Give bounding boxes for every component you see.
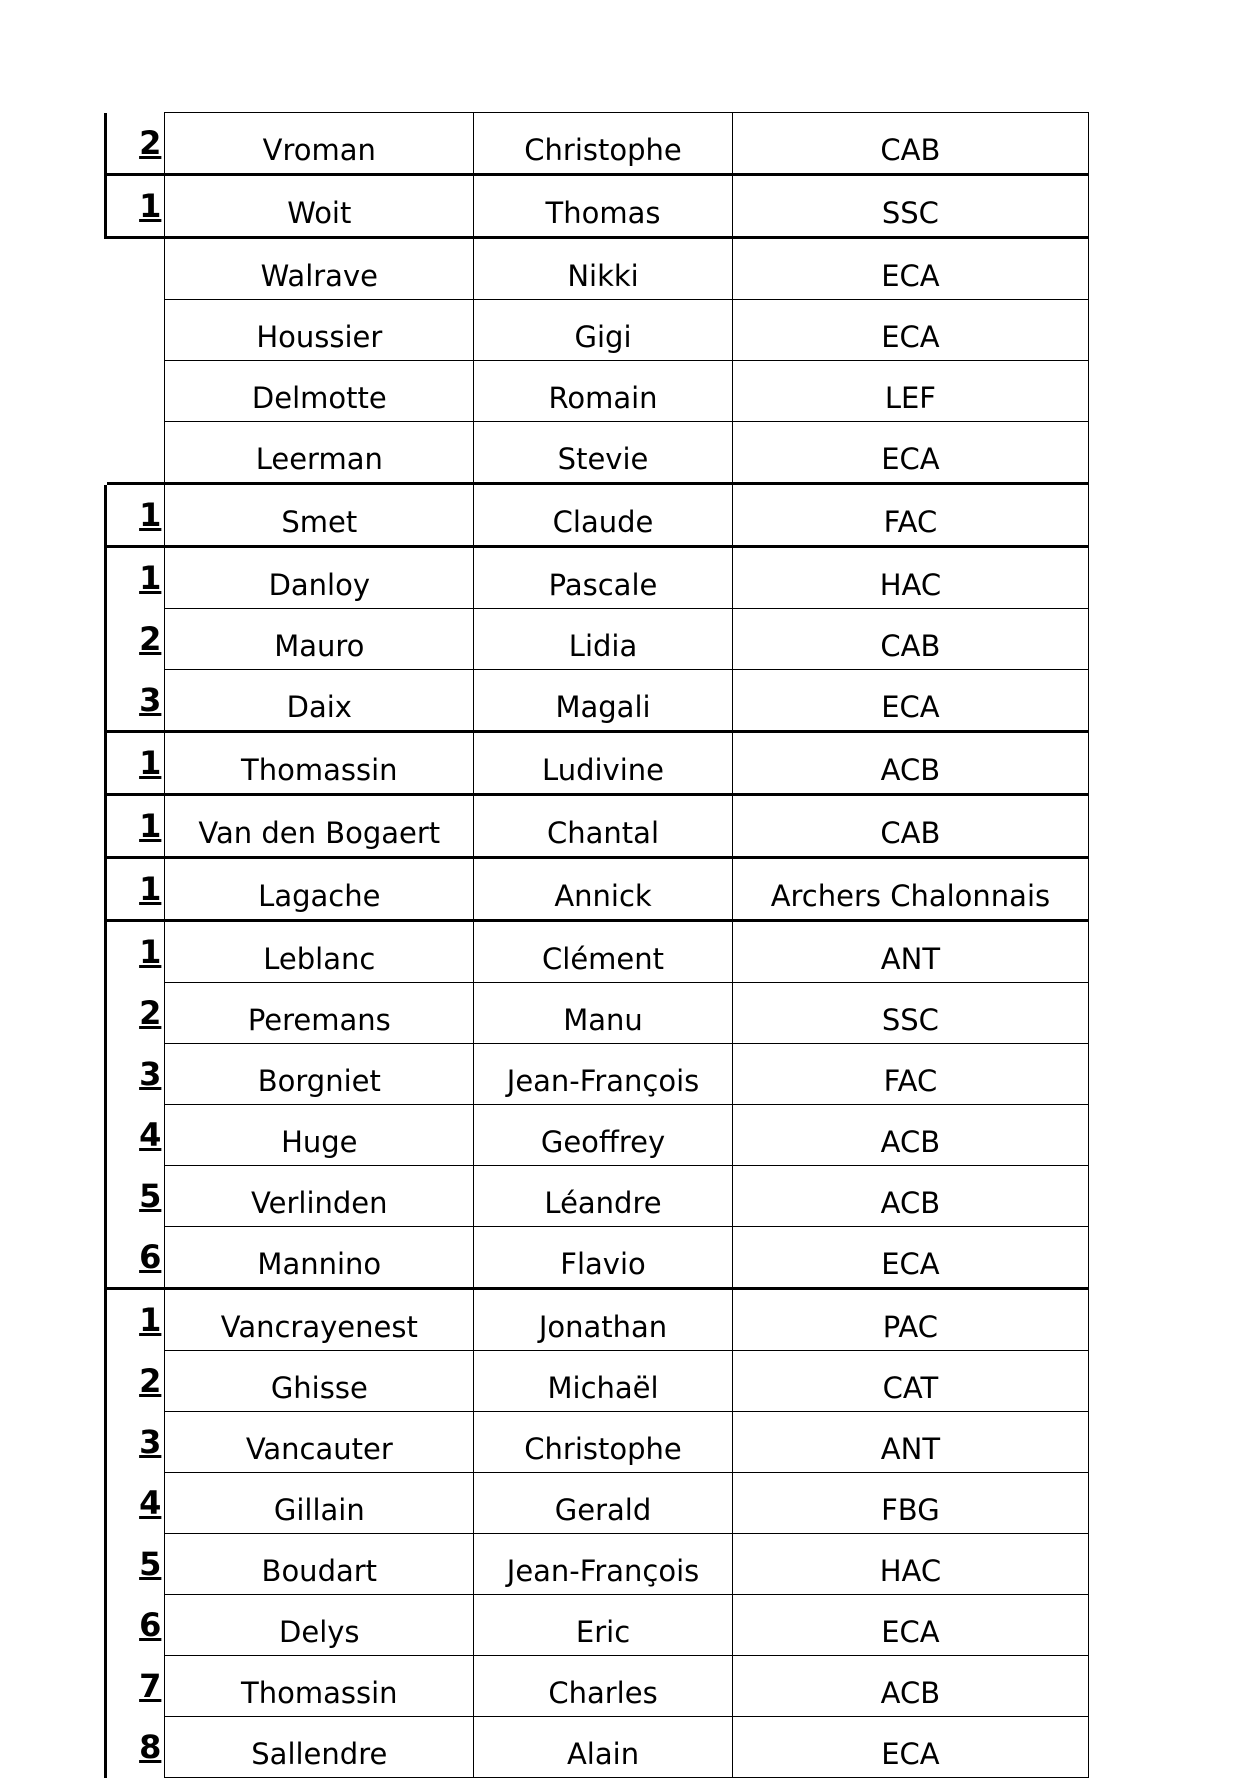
rank-cell: 2 bbox=[106, 609, 165, 670]
first-name-cell: Geoffrey bbox=[474, 1105, 733, 1166]
club-cell: FAC bbox=[732, 1044, 1088, 1105]
last-name-cell: Van den Bogaert bbox=[165, 795, 474, 858]
first-name-cell: Gigi bbox=[474, 300, 733, 361]
rank-cell: 1 bbox=[106, 795, 165, 858]
rank-cell: 6 bbox=[106, 1227, 165, 1289]
first-name-cell: Alain bbox=[474, 1717, 733, 1778]
club-cell: ECA bbox=[732, 1717, 1088, 1778]
last-name-cell: Verlinden bbox=[165, 1166, 474, 1227]
first-name-cell: Eric bbox=[474, 1595, 733, 1656]
last-name-cell: Lagache bbox=[165, 858, 474, 921]
table-row bbox=[106, 1595, 1089, 1656]
table-row bbox=[106, 1534, 1089, 1595]
first-name-cell: Christophe bbox=[474, 1412, 733, 1473]
club-cell: CAB bbox=[732, 795, 1088, 858]
club-cell: CAB bbox=[732, 113, 1088, 175]
club-cell: ECA bbox=[732, 1227, 1088, 1289]
rank-cell: 2 bbox=[106, 113, 165, 175]
table-row bbox=[106, 1351, 1089, 1412]
club-cell: ECA bbox=[732, 670, 1088, 732]
rank-cell bbox=[106, 238, 165, 300]
results-sheet bbox=[104, 112, 1089, 1778]
rank-cell: 4 bbox=[106, 1473, 165, 1534]
first-name-cell: Jean-François bbox=[474, 1044, 733, 1105]
results-table bbox=[104, 112, 1089, 1778]
table-row bbox=[106, 1227, 1089, 1289]
rank-cell: 8 bbox=[106, 1717, 165, 1778]
table-row bbox=[106, 609, 1089, 670]
last-name-cell: Borgniet bbox=[165, 1044, 474, 1105]
table-row bbox=[106, 1412, 1089, 1473]
table-row bbox=[106, 1105, 1089, 1166]
rank-cell: 1 bbox=[106, 732, 165, 795]
first-name-cell: Nikki bbox=[474, 238, 733, 300]
first-name-cell: Chantal bbox=[474, 795, 733, 858]
rank-cell: 7 bbox=[106, 1656, 165, 1717]
first-name-cell: Lidia bbox=[474, 609, 733, 670]
table-row bbox=[106, 113, 1089, 175]
rank-cell: 5 bbox=[106, 1534, 165, 1595]
first-name-cell: Pascale bbox=[474, 547, 733, 609]
club-cell: LEF bbox=[732, 361, 1088, 422]
rank-cell: 1 bbox=[106, 175, 165, 238]
club-cell: HAC bbox=[732, 547, 1088, 609]
table-row bbox=[106, 300, 1089, 361]
last-name-cell: Smet bbox=[165, 484, 474, 547]
club-cell: ANT bbox=[732, 921, 1088, 983]
rank-cell: 6 bbox=[106, 1595, 165, 1656]
table-row bbox=[106, 1289, 1089, 1351]
table-row bbox=[106, 921, 1089, 983]
club-cell: ACB bbox=[732, 732, 1088, 795]
club-cell: PAC bbox=[732, 1289, 1088, 1351]
first-name-cell: Christophe bbox=[474, 113, 733, 175]
club-cell: HAC bbox=[732, 1534, 1088, 1595]
club-cell: ECA bbox=[732, 238, 1088, 300]
club-cell: CAB bbox=[732, 609, 1088, 670]
first-name-cell: Jonathan bbox=[474, 1289, 733, 1351]
last-name-cell: Boudart bbox=[165, 1534, 474, 1595]
club-cell: ECA bbox=[732, 300, 1088, 361]
rank-cell: 5 bbox=[106, 1166, 165, 1227]
results-table-body bbox=[106, 113, 1089, 1778]
club-cell: SSC bbox=[732, 175, 1088, 238]
first-name-cell: Léandre bbox=[474, 1166, 733, 1227]
club-cell: CAT bbox=[732, 1351, 1088, 1412]
last-name-cell: Delys bbox=[165, 1595, 474, 1656]
club-cell: FBG bbox=[732, 1473, 1088, 1534]
table-row bbox=[106, 670, 1089, 732]
table-row bbox=[106, 175, 1089, 238]
last-name-cell: Leerman bbox=[165, 422, 474, 484]
rank-cell: 1 bbox=[106, 858, 165, 921]
table-row bbox=[106, 1717, 1089, 1778]
first-name-cell: Michaël bbox=[474, 1351, 733, 1412]
last-name-cell: Peremans bbox=[165, 983, 474, 1044]
first-name-cell: Claude bbox=[474, 484, 733, 547]
last-name-cell: Thomassin bbox=[165, 1656, 474, 1717]
table-row bbox=[106, 1044, 1089, 1105]
club-cell: Archers Chalonnais bbox=[732, 858, 1088, 921]
last-name-cell: Thomassin bbox=[165, 732, 474, 795]
table-row bbox=[106, 983, 1089, 1044]
last-name-cell: Vancrayenest bbox=[165, 1289, 474, 1351]
last-name-cell: Vancauter bbox=[165, 1412, 474, 1473]
rank-cell: 3 bbox=[106, 1412, 165, 1473]
first-name-cell: Jean-François bbox=[474, 1534, 733, 1595]
last-name-cell: Huge bbox=[165, 1105, 474, 1166]
first-name-cell: Gerald bbox=[474, 1473, 733, 1534]
table-row bbox=[106, 361, 1089, 422]
last-name-cell: Delmotte bbox=[165, 361, 474, 422]
club-cell: ACB bbox=[732, 1105, 1088, 1166]
last-name-cell: Vroman bbox=[165, 113, 474, 175]
first-name-cell: Romain bbox=[474, 361, 733, 422]
club-cell: FAC bbox=[732, 484, 1088, 547]
rank-cell: 2 bbox=[106, 983, 165, 1044]
club-cell: ECA bbox=[732, 422, 1088, 484]
first-name-cell: Thomas bbox=[474, 175, 733, 238]
table-row bbox=[106, 795, 1089, 858]
first-name-cell: Ludivine bbox=[474, 732, 733, 795]
last-name-cell: Danloy bbox=[165, 547, 474, 609]
rank-cell bbox=[106, 300, 165, 361]
last-name-cell: Houssier bbox=[165, 300, 474, 361]
first-name-cell: Manu bbox=[474, 983, 733, 1044]
last-name-cell: Ghisse bbox=[165, 1351, 474, 1412]
last-name-cell: Woit bbox=[165, 175, 474, 238]
rank-cell: 1 bbox=[106, 1289, 165, 1351]
rank-cell: 1 bbox=[106, 547, 165, 609]
rank-cell: 3 bbox=[106, 1044, 165, 1105]
rank-cell: 1 bbox=[106, 921, 165, 983]
last-name-cell: Daix bbox=[165, 670, 474, 732]
table-row bbox=[106, 858, 1089, 921]
last-name-cell: Gillain bbox=[165, 1473, 474, 1534]
rank-cell: 1 bbox=[106, 484, 165, 547]
table-row bbox=[106, 547, 1089, 609]
rank-cell: 3 bbox=[106, 670, 165, 732]
last-name-cell: Mannino bbox=[165, 1227, 474, 1289]
rank-cell: 4 bbox=[106, 1105, 165, 1166]
first-name-cell: Stevie bbox=[474, 422, 733, 484]
table-row bbox=[106, 732, 1089, 795]
first-name-cell: Charles bbox=[474, 1656, 733, 1717]
table-row bbox=[106, 238, 1089, 300]
club-cell: ANT bbox=[732, 1412, 1088, 1473]
first-name-cell: Clément bbox=[474, 921, 733, 983]
rank-cell bbox=[106, 361, 165, 422]
first-name-cell: Flavio bbox=[474, 1227, 733, 1289]
rank-cell bbox=[106, 422, 165, 484]
first-name-cell: Magali bbox=[474, 670, 733, 732]
table-row bbox=[106, 1656, 1089, 1717]
table-row bbox=[106, 1166, 1089, 1227]
last-name-cell: Walrave bbox=[165, 238, 474, 300]
last-name-cell: Leblanc bbox=[165, 921, 474, 983]
table-row bbox=[106, 1473, 1089, 1534]
table-row bbox=[106, 422, 1089, 484]
rank-cell: 2 bbox=[106, 1351, 165, 1412]
club-cell: ACB bbox=[732, 1656, 1088, 1717]
club-cell: ACB bbox=[732, 1166, 1088, 1227]
last-name-cell: Sallendre bbox=[165, 1717, 474, 1778]
first-name-cell: Annick bbox=[474, 858, 733, 921]
table-row bbox=[106, 484, 1089, 547]
last-name-cell: Mauro bbox=[165, 609, 474, 670]
club-cell: ECA bbox=[732, 1595, 1088, 1656]
club-cell: SSC bbox=[732, 983, 1088, 1044]
